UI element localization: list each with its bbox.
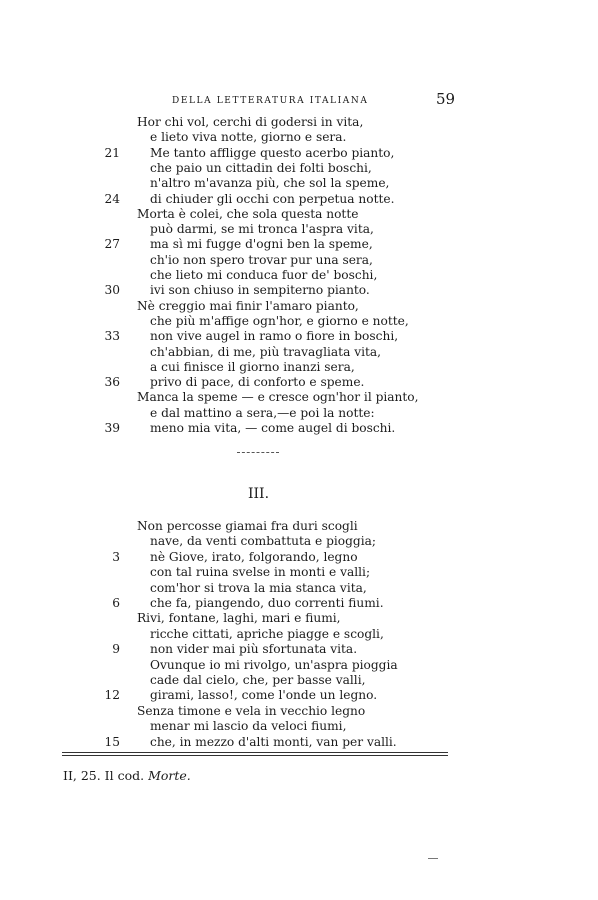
page-mark (428, 858, 438, 859)
verse-line: Senza timone e vela in vecchio legno (137, 703, 366, 718)
verse-line: ch'abbian, di me, più travagliata vita, (150, 344, 382, 359)
verse-line: com'hor si trova la mia stanca vita, (150, 580, 367, 595)
running-header: DELLA LETTERATURA ITALIANA (172, 96, 369, 106)
verse-line: nè Giove, irato, folgorando, legno (150, 549, 358, 564)
verse-line: Rivi, fontane, laghi, mari e fiumi, (137, 611, 341, 626)
verse-line: ricche cittati, apriche piagge e scogli, (150, 626, 384, 641)
line-number: 21 (104, 145, 120, 160)
line-number: 3 (112, 549, 120, 564)
verse-line: ma sì mi fugge d'ogni ben la speme, (150, 237, 373, 252)
section-separator (237, 452, 279, 453)
verse-line: non vider mai più sfortunata vita. (150, 642, 358, 657)
verse-line: di chiuder gli occhi con perpetua notte. (150, 191, 395, 206)
verse-line: meno mia vita, — come augel di boschi. (150, 421, 396, 435)
line-number: 12 (104, 688, 120, 703)
verse-line: che, in mezzo d'alti monti, van per valli. (150, 734, 397, 749)
line-number: 15 (104, 734, 120, 749)
footnote-rule (62, 752, 448, 753)
verse-line: e dal mattino a sera,—e poi la notte: (150, 405, 375, 420)
verse-line: ivi son chiuso in sempiterno pianto. (150, 283, 370, 298)
verse-line: può darmi, se mi tronca l'aspra vita, (150, 222, 374, 237)
verse-line: Non percosse giamai fra duri scogli (137, 519, 358, 533)
verse-line: Ovunque io mi rivolgo, un'aspra pioggia (150, 657, 398, 672)
verse-line: che più m'affige ogn'hor, e giorno e notte, (150, 313, 409, 328)
verse-line: a cui finisce il giorno inanzi sera, (150, 359, 355, 374)
verse-line: Me tanto affligge questo acerbo pianto, (150, 145, 395, 160)
verse-line: e lieto viva notte, giorno e sera. (150, 130, 347, 145)
poem-iii-title: III. (248, 486, 270, 502)
line-number: 27 (104, 237, 120, 252)
line-number: 9 (112, 642, 120, 657)
page-number: 59 (436, 90, 456, 108)
line-number: 39 (104, 421, 120, 435)
line-number: 6 (112, 596, 120, 610)
line-number: 33 (104, 329, 120, 344)
verse-line: che lieto mi conduca fuor de' boschi, (150, 268, 378, 282)
verse-line: Morta è colei, che sola questa notte (137, 206, 359, 221)
line-number: 36 (104, 375, 120, 390)
verse-line: non vive augel in ramo o fiore in boschi, (150, 329, 399, 344)
verse-line: privo di pace, di conforto e speme. (150, 375, 365, 390)
verse-line: che fa, piangendo, duo correnti fiumi. (150, 596, 384, 610)
footnote-reference: II, 25. Il cod. (63, 768, 145, 783)
verse-line: cade dal cielo, che, per basse valli, (150, 673, 366, 687)
verse-line: Manca la speme — e cresce ogn'hor il pianto, (137, 390, 419, 405)
verse-line: con tal ruina svelse in monti e valli; (150, 565, 371, 580)
verse-line: girami, lasso!, come l'onde un legno. (150, 688, 378, 703)
line-number: 24 (104, 191, 120, 206)
verse-line: che paio un cittadin dei folti boschi, (150, 160, 372, 175)
footnote (63, 768, 191, 783)
verse-line: nave, da venti combattuta e pioggia; (150, 534, 376, 549)
footnote-variant: Morte. (148, 768, 191, 783)
verse-line: Nè creggio mai finir l'amaro pianto, (137, 298, 359, 313)
verse-line: ch'io non spero trovar pur una sera, (150, 252, 373, 267)
verse-line: menar mi lascio da veloci fiumi, (150, 719, 347, 734)
verse-line: Hor chi vol, cerchi di godersi in vita, (137, 115, 364, 129)
verse-line: n'altro m'avanza più, che sol la speme, (150, 176, 390, 191)
footnote-rule-double (62, 755, 448, 756)
line-number: 30 (104, 283, 120, 298)
